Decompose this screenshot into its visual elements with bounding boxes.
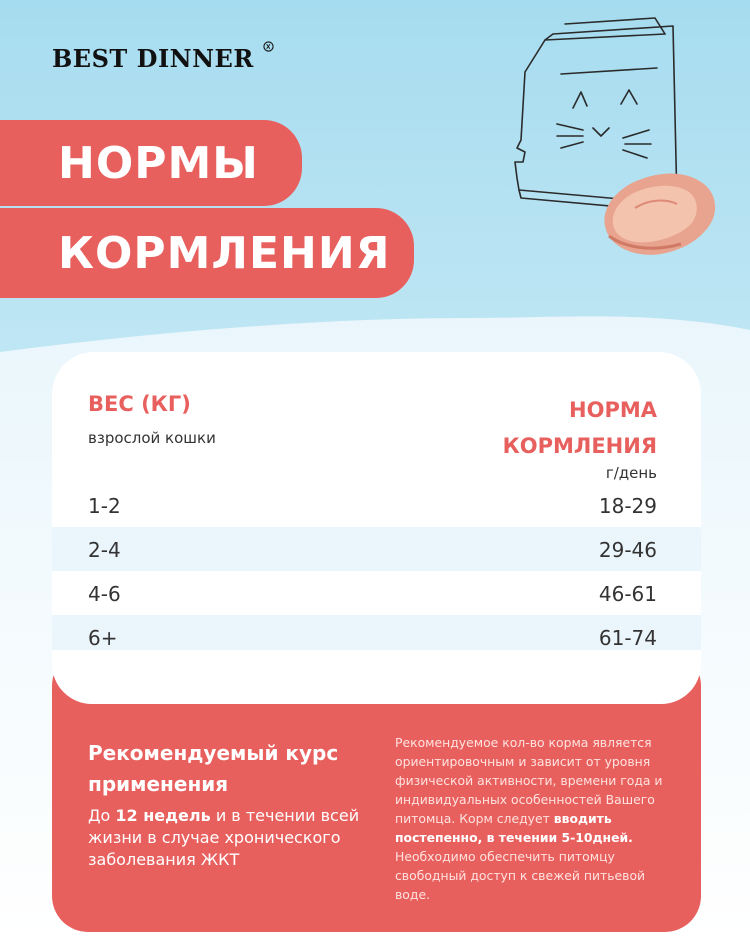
card-bottom-edge	[52, 650, 701, 704]
row-weight: 2-4	[88, 538, 121, 562]
course-title: Рекомендуемый курс применения	[88, 741, 339, 796]
meat-chunk-icon	[604, 174, 715, 255]
registered-icon	[263, 41, 274, 52]
norm-header-line-2: КОРМЛЕНИЯ	[502, 434, 657, 458]
page-title-line-2	[0, 208, 414, 298]
cat-food-pouch-icon	[505, 12, 740, 272]
row-norm: 46-61	[598, 582, 657, 606]
row-weight: 1-2	[88, 494, 121, 518]
weight-subheader: взрослой кошки	[88, 429, 216, 447]
norm-header-line-1: НОРМА	[569, 398, 657, 422]
row-weight: 4-6	[88, 582, 121, 606]
course-duration: 12 недель	[115, 806, 211, 825]
row-norm: 18-29	[598, 494, 657, 518]
feeding-note: Рекомендуемое кол-во корма является ориентировочным и зависит от уровня физической активности, времени года и индивидуальных особенностей Вашего питомца. Корм следует вводить постепенно, в течении 5-10дней. Необходимо обеспечить питомцу свободный доступ к свежей питьевой воде.	[395, 735, 663, 902]
brand-logo: BEST DINNER	[52, 44, 254, 73]
norm-header	[503, 392, 657, 464]
row-norm: 29-46	[598, 538, 657, 562]
course-text: До 12 недель и в течении всей жизни в случае хронического заболевания ЖКТ	[88, 806, 360, 869]
title-text-1: НОРМЫ	[58, 137, 259, 189]
row-norm: 61-74	[598, 626, 657, 650]
row-weight: 6+	[88, 626, 118, 650]
norm-unit: г/день	[605, 464, 657, 482]
weight-header: ВЕС (КГ)	[88, 392, 191, 416]
page-title-line-1	[0, 120, 302, 206]
title-text-2: КОРМЛЕНИЯ	[58, 227, 391, 279]
feeding-note-highlight: вводить постепенно, в течении 5-10дней.	[395, 811, 633, 845]
